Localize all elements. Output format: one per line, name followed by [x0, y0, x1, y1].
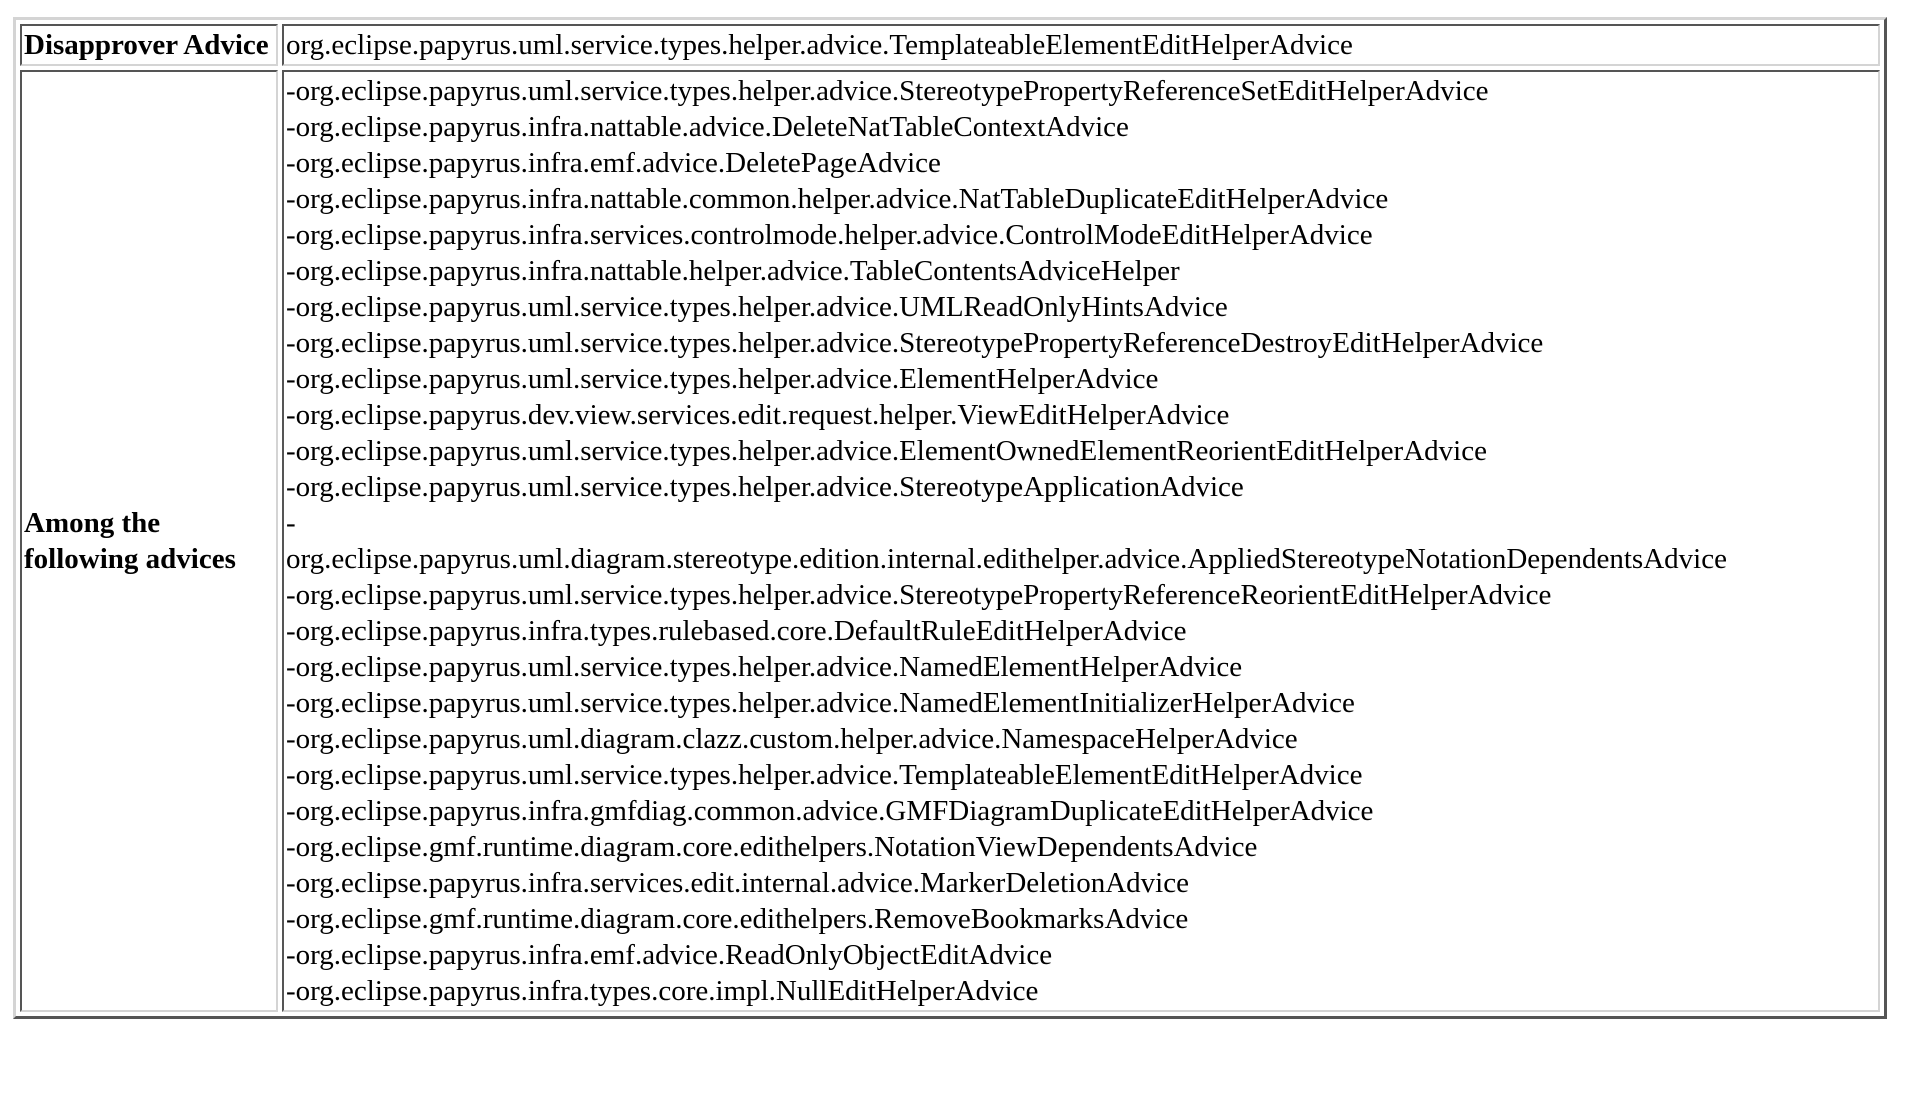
advice-line: -org.eclipse.papyrus.infra.types.core.impl.NullEditHelperAdvice	[286, 975, 1039, 1007]
advice-line: -org.eclipse.papyrus.uml.service.types.helper.advice.NamedElementHelperAdvice	[286, 651, 1243, 683]
advice-line: -org.eclipse.papyrus.infra.gmfdiag.common.advice.GMFDiagramDuplicateEditHelperAdvice	[286, 795, 1374, 827]
advice-line: -org.eclipse.papyrus.infra.nattable.helper.advice.TableContentsAdviceHelper	[286, 255, 1180, 287]
among-advices-row	[20, 70, 1880, 1012]
advice-line: -org.eclipse.papyrus.infra.services.controlmode.helper.advice.ControlModeEditHelperAdvice	[286, 219, 1373, 251]
advice-line: -org.eclipse.papyrus.uml.service.types.helper.advice.UMLReadOnlyHintsAdvice	[286, 291, 1228, 323]
disapprover-advice-value: org.eclipse.papyrus.uml.service.types.helper.advice.TemplateableElementEditHelperAdvice	[282, 24, 1880, 66]
advice-line: -org.eclipse.papyrus.uml.service.types.helper.advice.StereotypePropertyReferenceDestroyEditHelperAdvice	[286, 327, 1544, 359]
advice-line: -org.eclipse.papyrus.infra.services.edit.internal.advice.MarkerDeletionAdvice	[286, 867, 1189, 899]
disapprover-advice-label: Disapprover Advice	[20, 24, 278, 66]
advice-line: -org.eclipse.papyrus.uml.service.types.helper.advice.ElementHelperAdvice	[286, 363, 1159, 395]
advice-line: -org.eclipse.papyrus.uml.service.types.helper.advice.StereotypePropertyReferenceSetEditHelperAdvice	[286, 75, 1489, 107]
advice-line: -org.eclipse.papyrus.dev.view.services.edit.request.helper.ViewEditHelperAdvice	[286, 399, 1230, 431]
advice-line: -	[286, 507, 296, 539]
advice-line: -org.eclipse.papyrus.infra.emf.advice.DeletePageAdvice	[286, 147, 941, 179]
advice-line: -org.eclipse.papyrus.infra.nattable.common.helper.advice.NatTableDuplicateEditHelperAdvice	[286, 183, 1389, 215]
advice-line: -org.eclipse.papyrus.uml.service.types.helper.advice.ElementOwnedElementReorientEditHelperAdvice	[286, 435, 1487, 467]
advice-table	[13, 17, 1887, 1019]
advice-line: -org.eclipse.gmf.runtime.diagram.core.edithelpers.RemoveBookmarksAdvice	[286, 903, 1189, 935]
advice-line: -org.eclipse.papyrus.uml.diagram.clazz.custom.helper.advice.NamespaceHelperAdvice	[286, 723, 1298, 755]
advice-line: -org.eclipse.papyrus.infra.emf.advice.ReadOnlyObjectEditAdvice	[286, 939, 1053, 971]
advice-line: -org.eclipse.papyrus.uml.service.types.helper.advice.StereotypeApplicationAdvice	[286, 471, 1244, 503]
advice-line: -org.eclipse.papyrus.infra.types.rulebased.core.DefaultRuleEditHelperAdvice	[286, 615, 1187, 647]
advice-line: org.eclipse.papyrus.uml.diagram.stereotype.edition.internal.edithelper.advice.AppliedStereotypeNotationDependentsAdvice	[286, 543, 1727, 575]
among-advices-label: Among the following advices	[20, 70, 278, 1012]
advice-line: -org.eclipse.papyrus.uml.service.types.helper.advice.TemplateableElementEditHelperAdvice	[286, 759, 1363, 791]
advice-line: -org.eclipse.papyrus.uml.service.types.helper.advice.NamedElementInitializerHelperAdvice	[286, 687, 1355, 719]
disapprover-advice-row	[20, 24, 1880, 66]
advice-line: -org.eclipse.papyrus.infra.nattable.advice.DeleteNatTableContextAdvice	[286, 111, 1129, 143]
advice-line: -org.eclipse.gmf.runtime.diagram.core.edithelpers.NotationViewDependentsAdvice	[286, 831, 1258, 863]
among-advices-list	[282, 70, 1880, 1012]
advice-line: -org.eclipse.papyrus.uml.service.types.helper.advice.StereotypePropertyReferenceReorientEditHelperAdvice	[286, 579, 1552, 611]
